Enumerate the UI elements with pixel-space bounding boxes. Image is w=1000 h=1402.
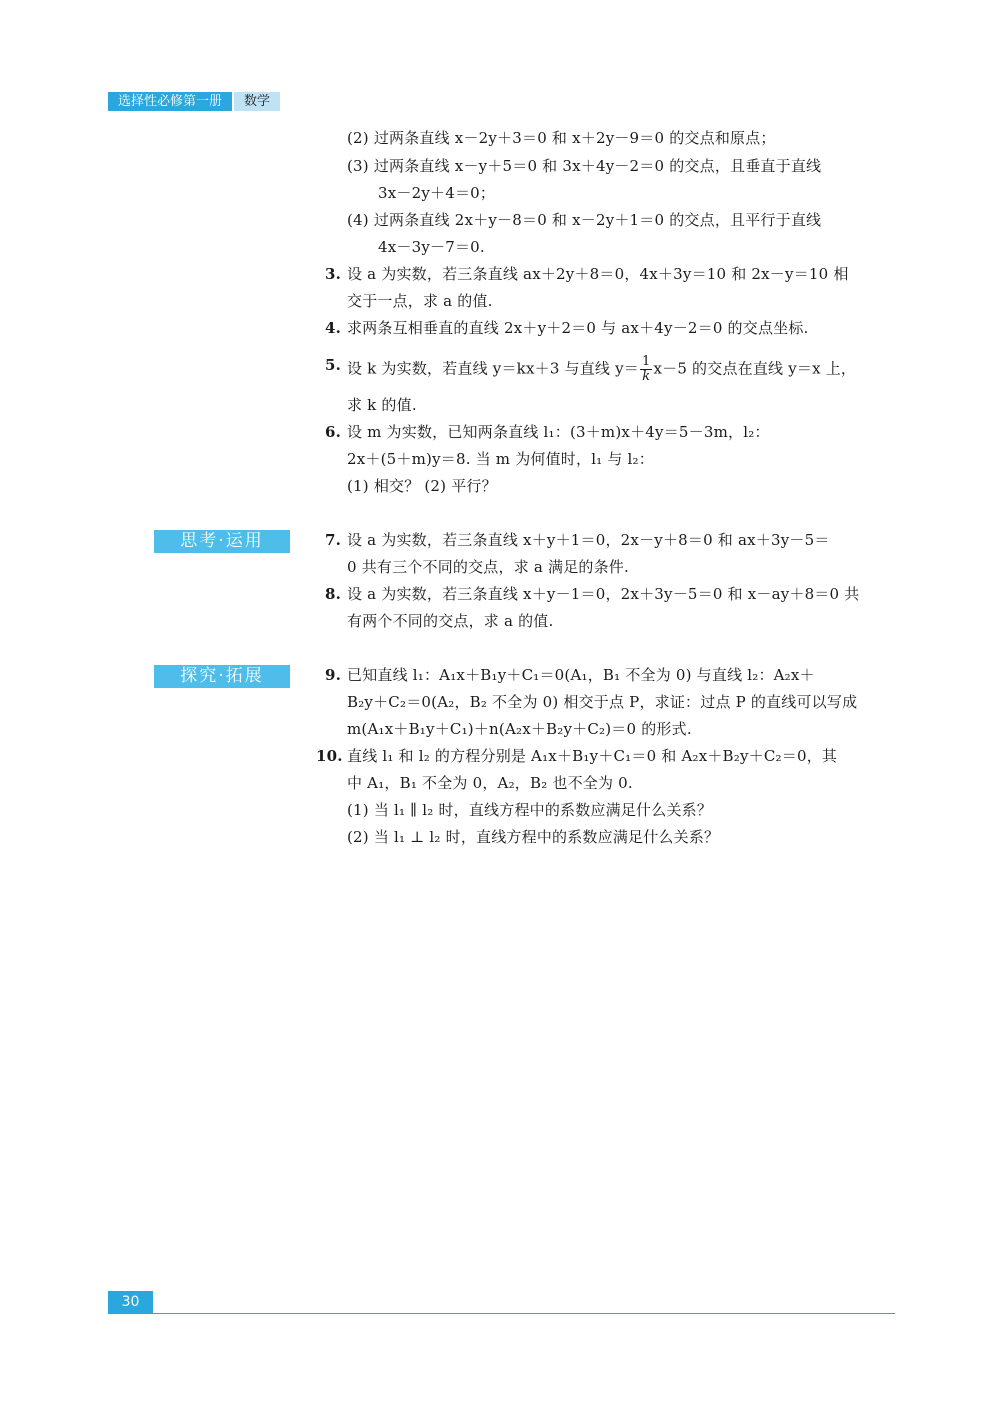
- exercise-10-text-cont: 中 A₁，B₁ 不全为 0，A₂，B₂ 也不全为 0.: [347, 774, 633, 792]
- exercise-6-text-cont: 2x＋(5＋m)y＝8. 当 m 为何值时，l₁ 与 l₂：: [347, 450, 654, 468]
- exercise-number: 4.: [325, 319, 342, 337]
- fraction-denominator: k: [642, 369, 651, 384]
- fraction-numerator: 1: [641, 354, 651, 369]
- page-number: 30: [108, 1291, 153, 1314]
- exercise-9-text-cont: B₂y＋C₂＝0(A₂，B₂ 不全为 0) 相交于点 P，求证：过点 P 的直线可以写成: [347, 693, 858, 711]
- subject-label: 数学: [234, 92, 280, 111]
- exercise-number: 9.: [325, 666, 342, 684]
- exercise-number: 10.: [316, 747, 343, 765]
- exercise-number: 6.: [325, 423, 342, 441]
- exercise-10-part-1: (1) 当 l₁ ∥ l₂ 时，直线方程中的系数应满足什么关系？: [347, 801, 713, 819]
- exercise-5-text-b: x－5 的交点在直线 y＝x 上，: [653, 359, 857, 378]
- exercise-5-text-cont: 求 k 的值.: [347, 396, 417, 414]
- exercise-5-text-a: 设 k 为实数，若直线 y＝kx＋3 与直线 y＝: [347, 359, 639, 378]
- exercise-number: 5.: [325, 356, 342, 374]
- exercise-8-text: 设 a 为实数，若三条直线 x＋y－1＝0，2x＋3y－5＝0 和 x－ay＋8＝0 共: [347, 585, 860, 603]
- exercise-9-text: 已知直线 l₁：A₁x＋B₁y＋C₁＝0(A₁，B₁ 不全为 0) 与直线 l₂：A₂x＋: [347, 666, 815, 684]
- exercise-7-text-cont: 0 共有三个不同的交点，求 a 满足的条件.: [347, 558, 629, 576]
- exercise-2-part-4-cont: 4x－3y－7＝0.: [378, 238, 485, 256]
- exercise-8-text-cont: 有两个不同的交点，求 a 的值.: [347, 612, 554, 630]
- exercise-6-parts: (1) 相交？ (2) 平行？: [347, 477, 497, 495]
- fraction: [640, 355, 652, 384]
- exercise-9-text-cont2: m(A₁x＋B₁y＋C₁)＋n(A₂x＋B₂y＋C₂)＝0 的形式.: [347, 720, 692, 738]
- book-title: 选择性必修第一册: [108, 92, 232, 111]
- section-tag-think-apply: 思考·运用: [154, 530, 290, 553]
- exercise-3-text: 设 a 为实数，若三条直线 ax＋2y＋8＝0，4x＋3y＝10 和 2x－y＝10 相: [347, 265, 849, 283]
- exercise-2-part-3-cont: 3x－2y＋4＝0；: [378, 184, 496, 202]
- exercise-6-text: 设 m 为实数，已知两条直线 l₁：(3＋m)x＋4y＝5－3m，l₂：: [347, 423, 770, 441]
- exercise-2-part-4: (4) 过两条直线 2x＋y－8＝0 和 x－2y＋1＝0 的交点，且平行于直线: [347, 211, 822, 229]
- section-tag-explore-extend: 探究·拓展: [154, 665, 290, 688]
- exercise-2-part-3: (3) 过两条直线 x－y＋5＝0 和 3x＋4y－2＝0 的交点，且垂直于直线: [347, 157, 822, 175]
- running-header: [108, 92, 280, 111]
- exercise-5-text: [347, 355, 856, 384]
- exercise-4-text: 求两条互相垂直的直线 2x＋y＋2＝0 与 ax＋4y－2＝0 的交点坐标.: [347, 319, 809, 337]
- exercise-10-text: 直线 l₁ 和 l₂ 的方程分别是 A₁x＋B₁y＋C₁＝0 和 A₂x＋B₂y＋C₂＝0，其: [347, 747, 838, 765]
- exercise-10-part-2: (2) 当 l₁ ⊥ l₂ 时，直线方程中的系数应满足什么关系？: [347, 828, 720, 846]
- exercise-7-text: 设 a 为实数，若三条直线 x＋y＋1＝0，2x－y＋8＝0 和 ax＋3y－5＝: [347, 531, 830, 549]
- exercise-3-text-cont: 交于一点，求 a 的值.: [347, 292, 493, 310]
- exercise-number: 3.: [325, 265, 342, 283]
- exercise-number: 7.: [325, 531, 342, 549]
- exercise-2-part-2: (2) 过两条直线 x－2y＋3＝0 和 x＋2y－9＝0 的交点和原点；: [347, 129, 776, 147]
- exercise-number: 8.: [325, 585, 342, 603]
- footer-rule: [153, 1313, 895, 1314]
